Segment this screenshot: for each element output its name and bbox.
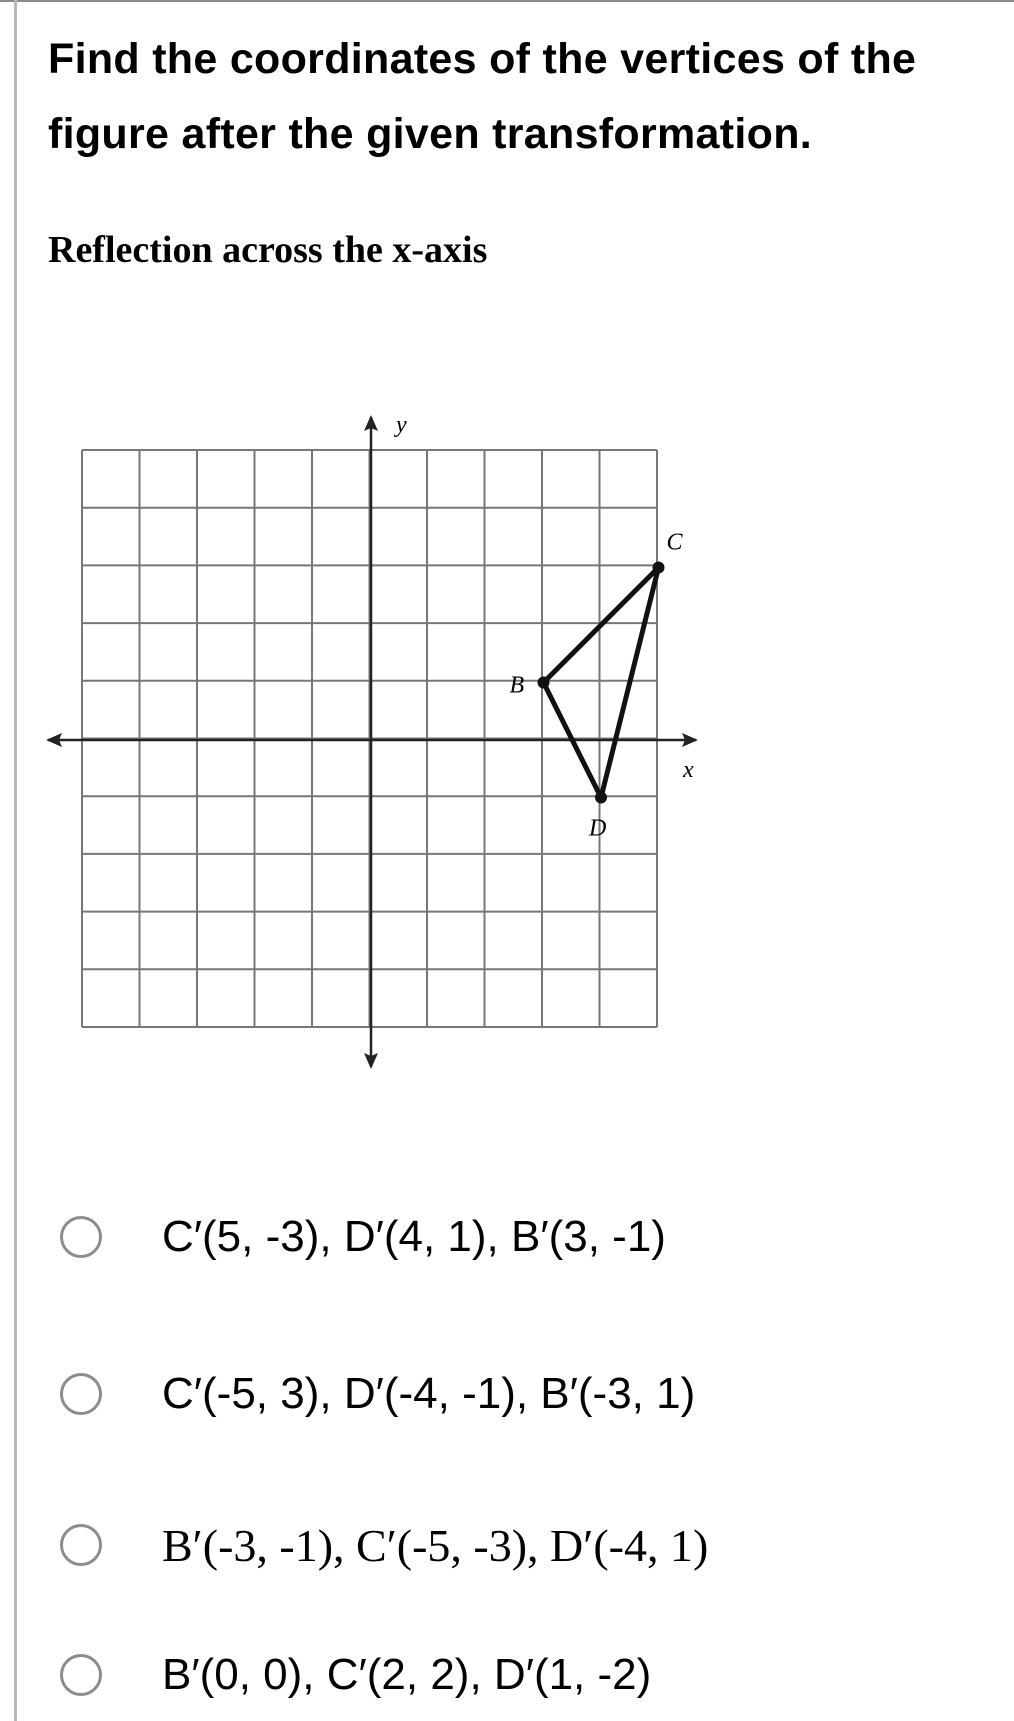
answer-choice-1-label: C′(5, -3), D′(4, 1), B′(3, -1)	[162, 1212, 666, 1261]
vertex-label-b: B	[509, 672, 525, 699]
x-axis-label: x	[683, 757, 694, 783]
question-line-2: figure after the given transformation.	[48, 110, 813, 158]
radio-button-2[interactable]	[60, 1373, 102, 1415]
answer-choice-3[interactable]	[60, 1500, 860, 1590]
vertex-point-b	[538, 677, 550, 689]
vertex-point-d	[595, 792, 607, 804]
vertex-label-d: D	[589, 815, 607, 842]
radio-button-3[interactable]	[60, 1524, 102, 1566]
y-axis-label: y	[396, 412, 407, 438]
answer-choice-1[interactable]	[60, 1192, 860, 1282]
radio-button-4[interactable]	[60, 1654, 102, 1696]
radio-button-1[interactable]	[60, 1216, 102, 1258]
answer-choice-2-label: C′(-5, 3), D′(-4, -1), B′(-3, 1)	[162, 1369, 696, 1418]
vertex-label-c: C	[666, 529, 683, 556]
answer-choice-3-label: B′(-3, -1), C′(-5, -3), D′(-4, 1)	[162, 1519, 709, 1571]
answer-choice-2[interactable]	[60, 1349, 860, 1439]
answer-choice-4-label: B′(0, 0), C′(2, 2), D′(1, -2)	[162, 1650, 652, 1699]
transformation-label: Reflection across the x-axis	[48, 229, 488, 271]
vertex-point-c	[653, 562, 665, 574]
question-line-1: Find the coordinates of the vertices of the	[48, 35, 917, 83]
triangle-figure	[544, 568, 659, 798]
answer-choice-4[interactable]	[60, 1630, 860, 1720]
